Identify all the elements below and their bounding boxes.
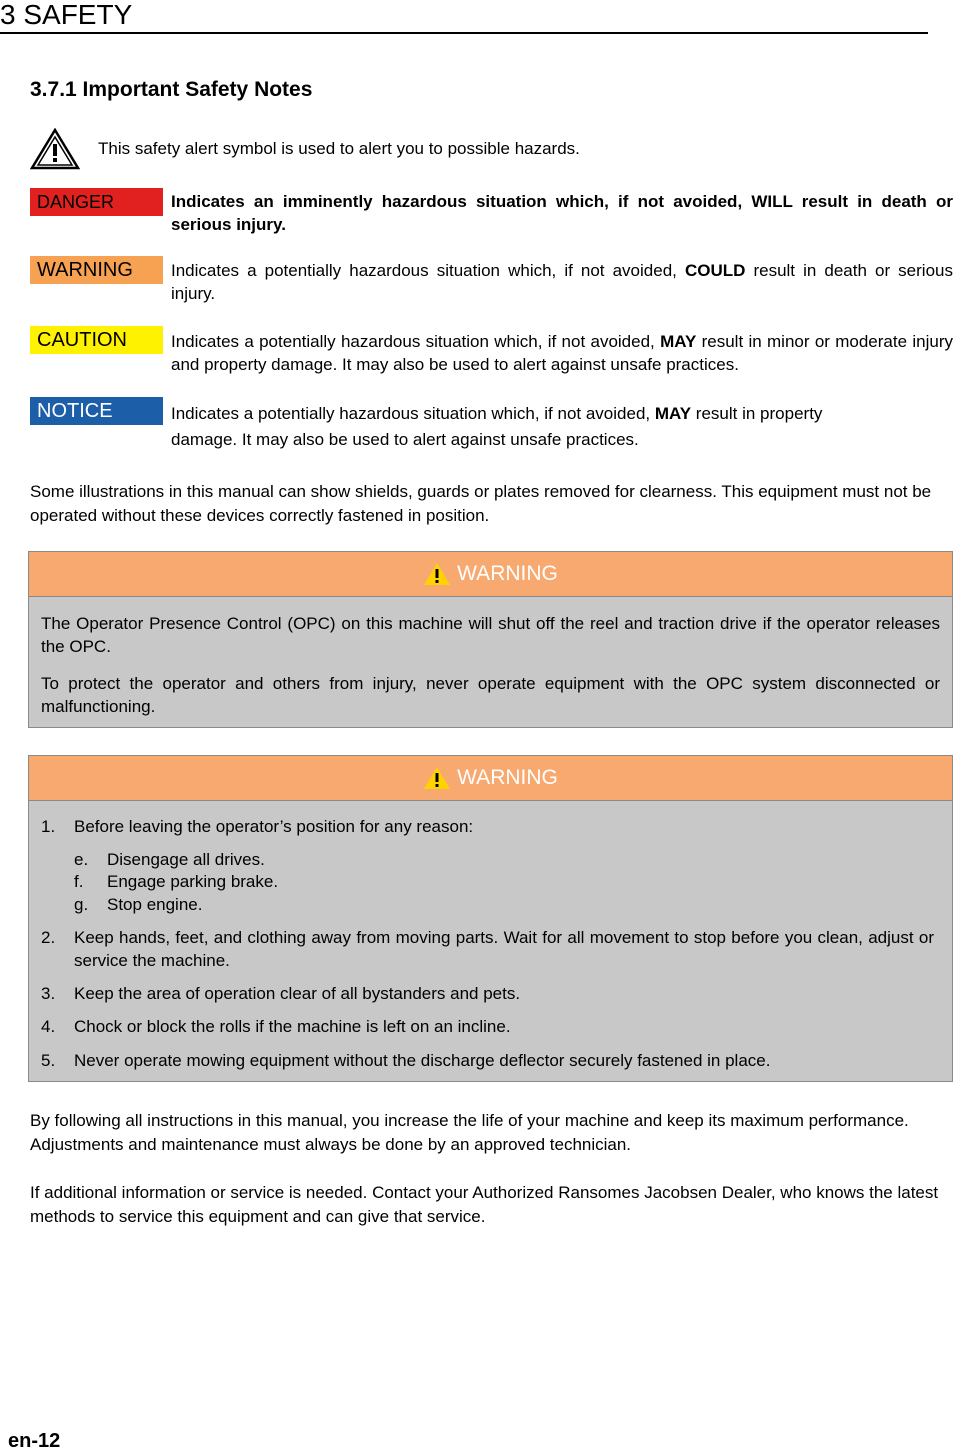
warning-box-header	[29, 552, 952, 597]
chapter-rule	[0, 32, 928, 34]
chapter-title: 3 SAFETY	[0, 0, 133, 30]
notice-description: Indicates a potentially hazardous situation which, if not avoided, MAY result in property damage. It may also be used to alert against unsafe practices.	[171, 404, 823, 449]
closing-paragraph-2: If additional information or service is needed. Contact your Authorized Ransomes Jacobsen Dealer, who knows the latest methods to service this equipment and can give that service.	[30, 1183, 939, 1226]
opc-paragraph-1: The Operator Presence Control (OPC) on this machine will shut off the reel and traction drive if the operator releases the OPC.	[41, 614, 940, 656]
warning-triangle-icon	[30, 128, 80, 170]
danger-description: Indicates an imminently hazardous situation which, if not avoided, WILL result in death or serious injury.	[171, 192, 953, 234]
warning-triangle-icon	[423, 766, 451, 790]
notice-label: NOTICE	[30, 397, 163, 425]
warning-box-header	[29, 756, 952, 801]
alert-description: This safety alert symbol is used to alert you to possible hazards.	[98, 139, 580, 158]
warning-box-opc	[28, 551, 953, 728]
page-number: en-12	[8, 1430, 61, 1452]
caution-description: Indicates a potentially hazardous situation which, if not avoided, MAY result in minor or moderate injury and property damage. It may also be used to alert against unsafe practices.	[171, 332, 953, 374]
intro-paragraph: Some illustrations in this manual can show shields, guards or plates removed for clearness. This equipment must not be operated without these devices correctly fastened in position.	[30, 482, 932, 525]
danger-label: DANGER	[30, 188, 163, 216]
opc-paragraph-2: To protect the operator and others from injury, never operate equipment with the OPC system disconnected or malfunctioning.	[41, 674, 940, 716]
section-title: 3.7.1 Important Safety Notes	[30, 78, 313, 101]
closing-paragraph-1: By following all instructions in this manual, you increase the life of your machine and keep its maximum performance. Adjustments and maintenance must always be done by an approved technician.	[30, 1111, 909, 1154]
warning-box-title: WARNING	[457, 562, 558, 585]
caution-label: CAUTION	[30, 326, 163, 354]
warning-box-operation: WARNING 1. Before leaving the operator’s position for any reason: e. Disengage all drives. f. Engage parking brake. g. Stop engine. 2. Keep hands, feet, and clothing away from moving parts. Wait for all movement to stop before you clean, adjust or service the machine. 3. Keep the area of operation clear of all bystanders and pets. 4. Chock or block the rolls if the machine is left on an incline. 5. Never operate mowing equipment without the discharge deflector securely fastened in place.	[28, 755, 953, 1082]
warning-description: Indicates a potentially hazardous situation which, if not avoided, COULD result in death or serious injury.	[171, 261, 953, 303]
warning-triangle-icon	[423, 562, 451, 586]
warning-label: WARNING	[30, 256, 163, 284]
warning-box-title: WARNING	[457, 766, 558, 789]
